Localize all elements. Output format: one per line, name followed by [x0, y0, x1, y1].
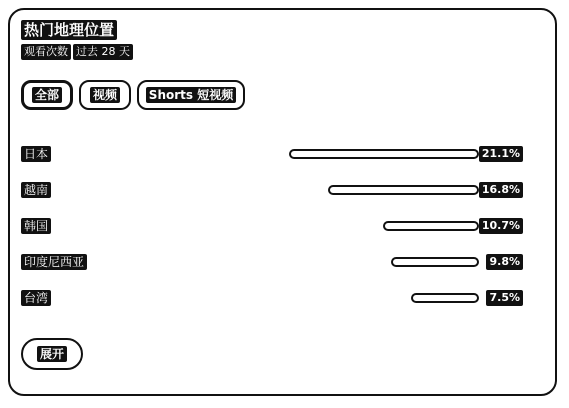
bar-track [289, 257, 479, 269]
percent-bar [328, 185, 479, 195]
bar-track [289, 293, 479, 305]
location-row [21, 218, 523, 236]
country-name: 台湾 [21, 290, 51, 306]
bar-track [289, 185, 479, 197]
country-name: 越南 [21, 182, 51, 198]
country-name: 日本 [21, 146, 51, 162]
location-row [21, 182, 523, 200]
expand-button-label: 展开 [37, 346, 67, 362]
percent-bar [289, 149, 479, 159]
expand-button[interactable] [21, 338, 83, 370]
subtitle-metric: 观看次数 [21, 44, 71, 60]
country-name: 印度尼西亚 [21, 254, 87, 270]
location-row [21, 146, 523, 164]
bar-track [289, 149, 479, 161]
percent-value: 7.5% [486, 290, 523, 306]
percent-value: 16.8% [479, 182, 523, 198]
filter-chip-label: 视频 [90, 87, 120, 103]
filter-chip-video[interactable] [79, 80, 131, 110]
subtitle-period: 过去 28 天 [73, 44, 133, 60]
percent-bar [383, 221, 479, 231]
filter-chip-label: 全部 [32, 87, 62, 103]
percent-value: 9.8% [486, 254, 523, 270]
filter-chip-all[interactable] [21, 80, 73, 110]
percent-value: 21.1% [479, 146, 523, 162]
location-row [21, 254, 523, 272]
card-title: 热门地理位置 [21, 20, 117, 40]
percent-bar [391, 257, 479, 267]
card-subtitle [21, 44, 135, 60]
top-geographies-card [8, 8, 557, 396]
filter-chip-shorts[interactable] [137, 80, 245, 110]
percent-bar [411, 293, 479, 303]
country-name: 韩国 [21, 218, 51, 234]
filter-chip-label: Shorts 短视频 [146, 87, 236, 103]
location-row [21, 290, 523, 308]
bar-track [289, 221, 479, 233]
percent-value: 10.7% [479, 218, 523, 234]
